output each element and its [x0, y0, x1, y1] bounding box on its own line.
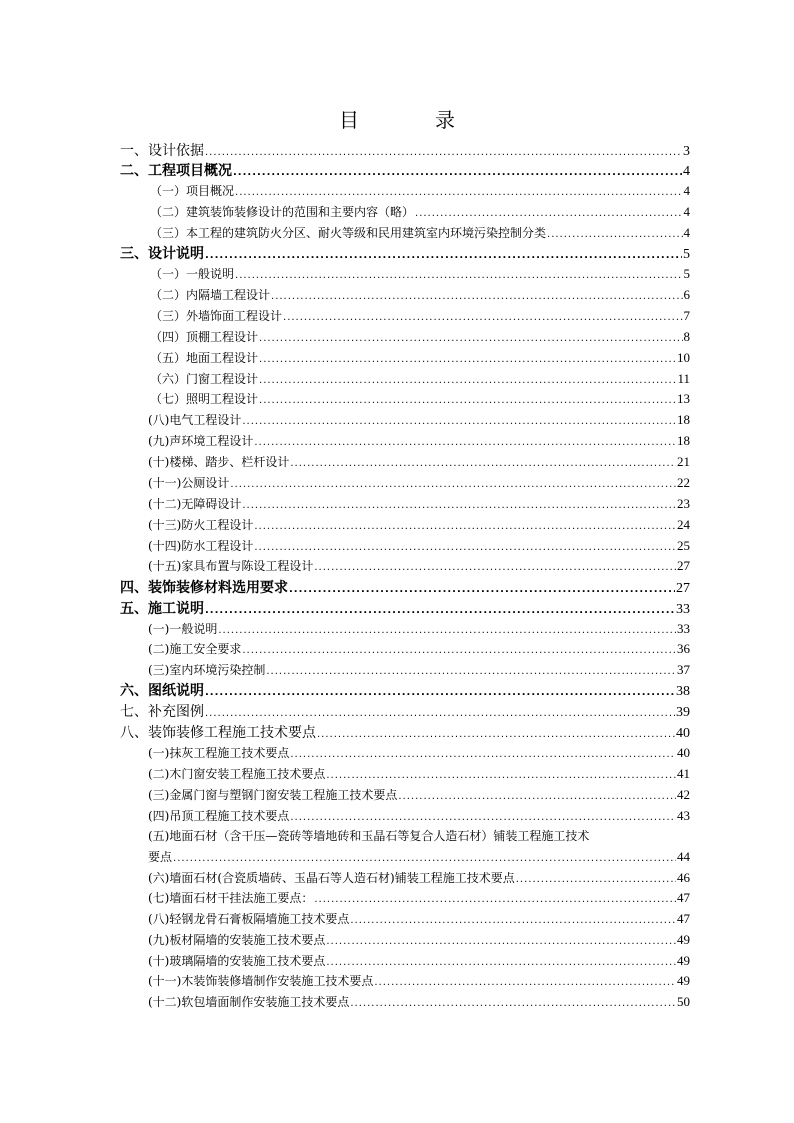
page-number: 5	[683, 247, 690, 262]
toc-entry[interactable]: (八)轻钢龙骨石膏板隔墙施工技术要点 ..... 47	[148, 910, 690, 927]
page-number: 49	[677, 953, 690, 968]
toc-entry[interactable]: (一)一般说明 ..... 33	[148, 620, 690, 637]
toc-entry[interactable]: (十四)防水工程设计 ..... 25	[148, 537, 690, 554]
toc-entry[interactable]: （二）建筑装饰装修设计的范围和主要内容（略） ..... 4	[150, 203, 690, 220]
toc-entry[interactable]: (十一)木装饰装修墙制作安装施工技术要点 ..... 49	[148, 972, 690, 989]
toc-entry[interactable]: (七)墙面石材干挂法施工要点： ..... 47	[148, 889, 690, 906]
toc-entry[interactable]: 一、设计依据 ..... 3	[120, 140, 690, 160]
toc-entry[interactable]: （二）内隔墙工程设计 ..... 6	[150, 286, 690, 303]
page-number: 4	[683, 204, 690, 219]
toc-entry[interactable]: （三）外墙饰面工程设计 ..... 7	[150, 307, 690, 324]
toc-entry[interactable]: (四)吊顶工程施工技术要点 ..... 43	[148, 807, 690, 824]
page-number: 25	[677, 538, 690, 553]
page-number: 40	[677, 745, 690, 760]
page-number: 6	[683, 287, 690, 302]
toc-entry[interactable]: 六、图纸说明 ..... 38	[120, 680, 690, 700]
toc-entry[interactable]: (六)墙面石材(合瓷质墙砖、玉晶石等人造石材)铺装工程施工技术要点 ..... 46	[148, 869, 690, 886]
toc-entry[interactable]: (十一)公厕设计 ..... 22	[148, 474, 690, 491]
page-number: 4	[683, 183, 690, 198]
page-number: 18	[677, 412, 690, 427]
page-number: 3	[683, 144, 690, 159]
page-number: 47	[677, 911, 690, 926]
toc-entry[interactable]: (十)玻璃隔墙的安装施工技术要点 ..... 49	[148, 952, 690, 969]
toc-entry[interactable]: (一)抹灰工程施工技术要点 ..... 40	[148, 744, 690, 761]
page-number: 8	[683, 329, 690, 344]
page-number: 4	[683, 164, 690, 179]
toc-entry-continuation[interactable]: 要点 ..... 44	[148, 848, 690, 865]
page-number: 44	[677, 849, 690, 864]
toc-entry[interactable]: (二)施工安全要求 ..... 36	[148, 640, 690, 657]
toc-entry[interactable]: （五）地面工程设计 ..... 10	[150, 349, 690, 366]
page-number: 49	[677, 973, 690, 988]
toc-entry[interactable]: （三）本工程的建筑防火分区、耐火等级和民用建筑室内环境污染控制分类 ..... 4	[150, 224, 690, 241]
toc-entry[interactable]: 七、补充图例 ..... 39	[120, 701, 690, 721]
page-number: 50	[677, 994, 690, 1009]
toc-entry[interactable]: (十三)防火工程设计 ..... 24	[148, 516, 690, 533]
toc-entry[interactable]: (十二)软包墙面制作安装施工技术要点 ..... 50	[148, 993, 690, 1010]
toc-entry[interactable]: （四）顶棚工程设计 ..... 8	[150, 328, 690, 345]
toc-entry[interactable]: (十)楼梯、踏步、栏杆设计 ..... 21	[148, 453, 690, 470]
toc-entry[interactable]: (九)声环境工程设计 ..... 18	[148, 432, 690, 449]
page-number: 7	[683, 308, 690, 323]
toc-entry[interactable]: （一）一般说明 ..... 5	[150, 265, 690, 282]
toc-entry[interactable]: (九)板材隔墙的安装施工技术要点 ..... 49	[148, 931, 690, 948]
toc-entry[interactable]: 八、装饰装修工程施工技术要点 ..... 40	[120, 722, 690, 742]
page-number: 4	[683, 225, 690, 240]
page-number: 13	[677, 391, 690, 406]
page-number: 18	[677, 433, 690, 448]
page-number: 37	[677, 662, 690, 677]
toc-entry[interactable]: 三、设计说明 ..... 5	[120, 243, 690, 263]
toc-entry[interactable]: (十二)无障碍设计 ..... 23	[148, 495, 690, 512]
toc-entry[interactable]: (八)电气工程设计 ..... 18	[148, 411, 690, 428]
toc-entry[interactable]: 五、施工说明 ..... 33	[120, 598, 690, 618]
toc-entry[interactable]: 二、工程项目概况 ..... 4	[120, 160, 690, 180]
page-number: 23	[677, 496, 690, 511]
page-number: 36	[677, 641, 690, 656]
page-number: 39	[676, 705, 690, 720]
toc-entry[interactable]: (三)室内环境污染控制 ..... 37	[148, 661, 690, 678]
page-number: 24	[677, 517, 690, 532]
page-number: 41	[677, 766, 690, 781]
page-number: 10	[677, 350, 690, 365]
toc-entry[interactable]: 四、装饰装修材料选用要求 ..... 27	[120, 577, 690, 597]
page-number: 46	[677, 870, 690, 885]
toc-entry[interactable]: （一）项目概况 ..... 4	[150, 182, 690, 199]
page-number: 43	[677, 808, 690, 823]
page-number: 42	[677, 787, 690, 802]
toc-entry[interactable]: （七）照明工程设计 ..... 13	[150, 390, 690, 407]
page-number: 38	[676, 684, 690, 699]
page-number: 33	[676, 602, 690, 617]
toc-entry[interactable]: （六）门窗工程设计 ..... 11	[150, 370, 690, 387]
page-number: 27	[676, 581, 690, 596]
page-number: 5	[683, 266, 690, 281]
page-number: 22	[677, 475, 690, 490]
toc-entry[interactable]: (三)金属门窗与塑钢门窗安装工程施工技术要点 ..... 42	[148, 786, 690, 803]
page-number: 49	[677, 932, 690, 947]
page-number: 27	[677, 558, 690, 573]
page-number: 33	[677, 621, 690, 636]
toc-entry[interactable]: (十五)家具布置与陈设工程设计 ..... 27	[148, 557, 690, 574]
toc-entry-wrapped[interactable]: (五)地面石材（含干压—瓷砖等墙地砖和玉晶石等复合人造石材）铺装工程施工技术	[148, 829, 590, 843]
page-number: 47	[677, 890, 690, 905]
toc-entry[interactable]: (二)木门窗安装工程施工技术要点 ..... 41	[148, 765, 690, 782]
page-title: 目 录	[339, 108, 483, 132]
page-number: 40	[676, 726, 690, 741]
page-number: 21	[677, 454, 690, 469]
page-number: 11	[677, 371, 690, 386]
